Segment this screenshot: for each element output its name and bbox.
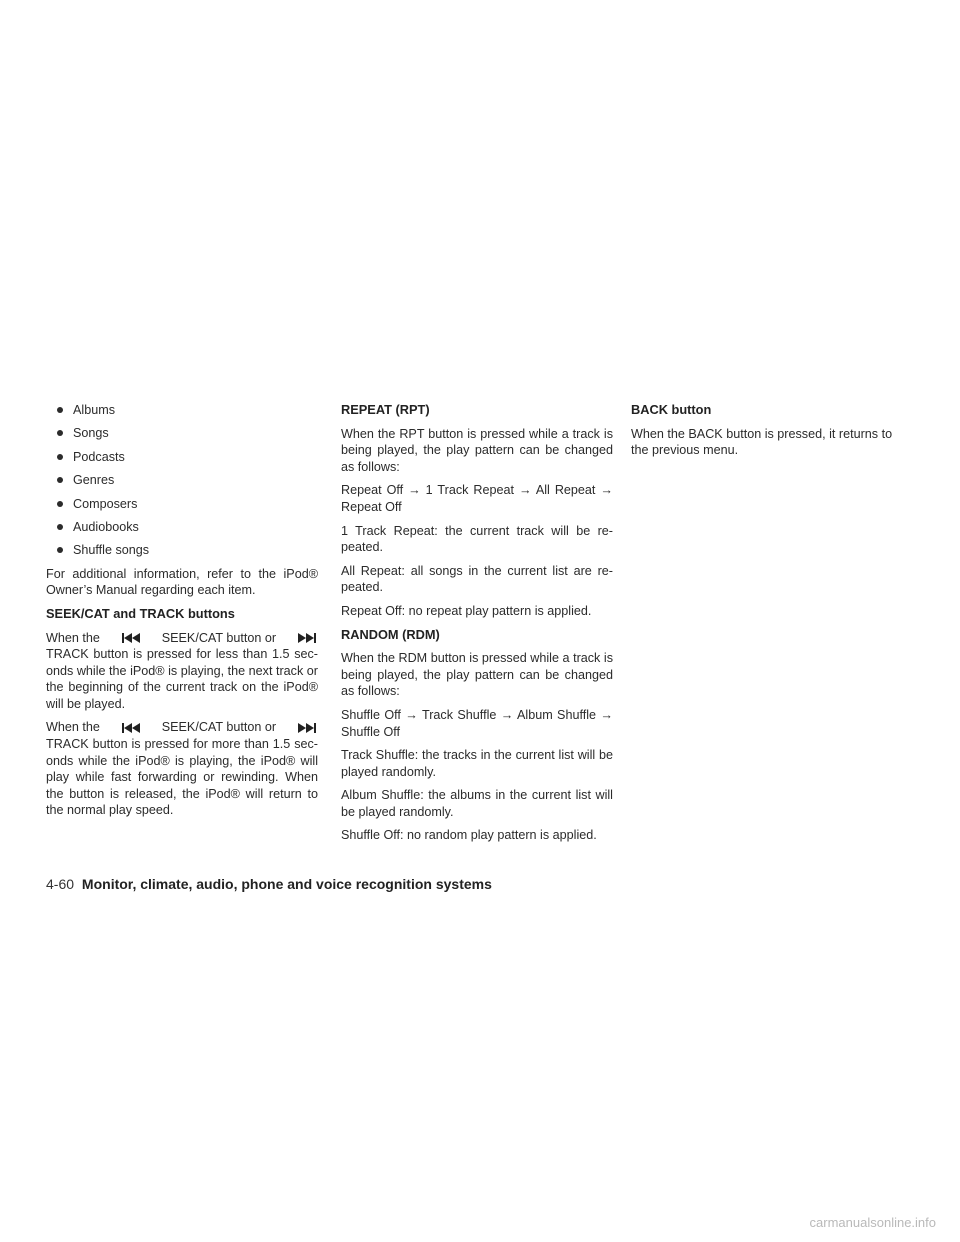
repeat-off-desc: Repeat Off: no repeat play pattern is applied.	[341, 603, 592, 618]
random-track-desc: Track Shuffle: the tracks in the current list will be played randomly.	[341, 748, 613, 779]
page-footer	[46, 876, 492, 892]
list-item: Audiobooks	[46, 519, 318, 536]
bullet-icon	[57, 430, 63, 436]
seek-long-press-block: When the SEEK/CAT button or TRACK button is pressed for more than 1.5 sec-onds while the iPod® is playing, the iPod® will play while fast forwarding or rewinding. When the button is released, the iPod® will return to the normal play speed.	[46, 720, 318, 818]
skip-forward-icon	[296, 632, 318, 644]
random-off-desc: Shuffle Off: no random play pattern is applied.	[341, 828, 597, 843]
middle-column	[341, 402, 613, 851]
list-item: Shuffle songs	[46, 542, 318, 559]
skip-back-icon	[120, 632, 142, 644]
skip-forward-icon	[296, 722, 318, 734]
bullet-icon	[57, 454, 63, 460]
repeat-intro: When the RPT button is pressed while a track is being played, the play pattern can be changed as follows:	[341, 426, 613, 474]
list-item: Albums	[46, 402, 318, 419]
seek-short-press-block: When the SEEK/CAT button or TRACK button is pressed for less than 1.5 sec-onds while the iPod® is playing, the next track or the beginning of the current track on the iPod® will be played.	[46, 630, 318, 711]
right-column	[631, 402, 911, 466]
menu-item-list	[46, 402, 318, 559]
list-item: Podcasts	[46, 449, 318, 466]
repeat-cycle: Repeat Off → 1 Track Repeat → All Repeat → Repeat Off	[341, 483, 613, 514]
skip-back-icon	[120, 722, 142, 734]
bullet-icon	[57, 501, 63, 507]
random-cycle: Shuffle Off → Track Shuffle → Album Shuffle → Shuffle Off	[341, 707, 613, 739]
watermark-text: carmanualsonline.info	[809, 1215, 936, 1230]
bullet-icon	[57, 407, 63, 413]
repeat-one-desc: 1 Track Repeat: the current track will be re-peated.	[341, 523, 613, 555]
seek-short-press-text: TRACK button is pressed for less than 1.5 sec-onds while the iPod® is playing, the next track or the beginning of the current track on the iPod® will be played.	[46, 647, 318, 711]
seek-track-heading: SEEK/CAT and TRACK buttons	[46, 605, 235, 621]
left-column	[46, 402, 318, 819]
list-item: Composers	[46, 496, 318, 513]
seek-long-press-text: TRACK button is pressed for more than 1.5 sec-onds while the iPod® is playing, the iPod® will play while fast forwarding or rewinding. When the button is released, the iPod® will return to the normal play speed.	[46, 737, 318, 818]
section-title: Monitor, climate, audio, phone and voice recognition systems	[81, 876, 492, 892]
back-heading: BACK button	[631, 402, 712, 417]
bullet-icon	[57, 477, 63, 483]
info-paragraph: For additional information, refer to the iPod® Owner’s Manual regarding each item.	[46, 566, 318, 598]
random-heading: RANDOM (RDM)	[341, 626, 440, 642]
back-description: When the BACK button is pressed, it returns to the previous menu.	[631, 426, 893, 458]
repeat-all-desc: All Repeat: all songs in the current list are re-peated.	[341, 563, 613, 595]
list-item: Genres	[46, 472, 318, 489]
random-album-desc: Album Shuffle: the albums in the current list will be played randomly.	[341, 788, 613, 819]
bullet-icon	[57, 547, 63, 553]
repeat-heading: REPEAT (RPT)	[341, 402, 430, 417]
page-number: 4-60	[46, 876, 75, 892]
list-item: Songs	[46, 425, 318, 442]
random-intro: When the RDM button is pressed while a track is being played, the play pattern can be changed as follows:	[341, 651, 613, 699]
bullet-icon	[57, 524, 63, 530]
